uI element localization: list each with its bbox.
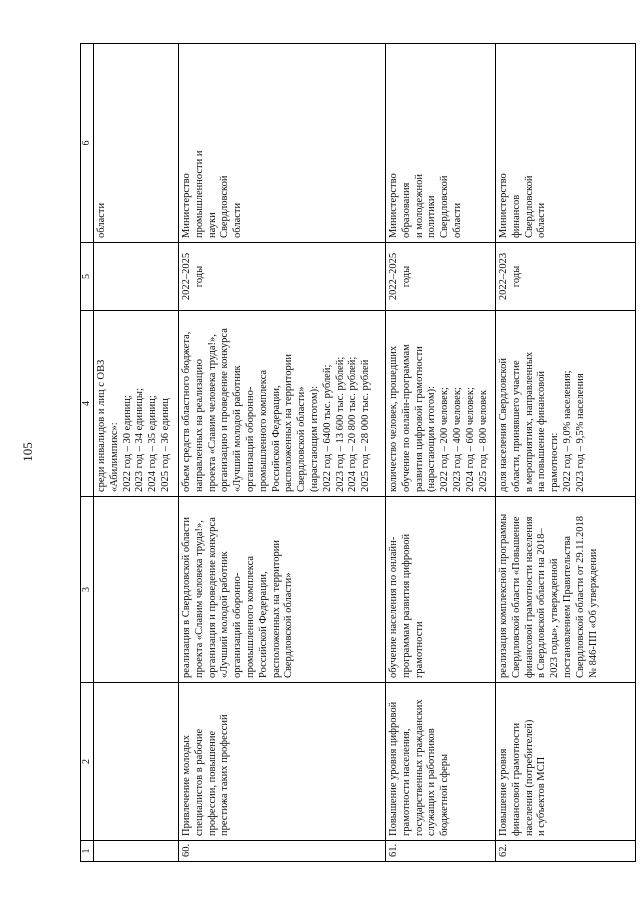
cell-line: 2022 год – 30 единиц; [121,395,133,492]
cell-line: Повышение уровня [498,748,509,836]
cell-line: 62. [498,843,509,857]
cell-line: финансов [510,194,522,238]
cell-line: образования [400,182,412,238]
executor-cell [386,44,496,243]
cell-line: грамотности [413,621,425,678]
cell-line: 2022 год – 6400 тыс. рублей; [321,364,333,492]
cell-line: 2022 год – 200 человек; [439,387,451,492]
cell-line: расположенных на территории [283,354,295,492]
cell-line: организаций оборонно- [244,386,256,492]
cell-line: Свердловской области «Повышение [510,516,522,678]
cell-line: Повышение уровня цифровой [388,701,399,836]
table-container [80,44,634,862]
cell-line: развития цифровой грамотности [413,346,425,492]
cell-line: обучение по онлайн-программам [400,344,412,492]
cell-line: на повышение финансовой [536,370,548,492]
cell-line: и субъектов МСП [536,756,548,836]
task-cell [94,683,179,841]
cell-line: годы [400,265,412,288]
cell-line: количество человек, прошедших [388,345,399,492]
header-row [81,44,94,862]
cell-line: 2025 год – 28 000 тыс. рублей [360,359,372,492]
cell-line: финансовой грамотности населения [523,516,535,678]
header-cell-2: 2 [81,683,94,841]
cell-line: обучение населения по онлайн- [388,536,399,678]
cell-line: (нарастающим итогом): [426,385,438,492]
cell-line: проекта «Славим человека труда!», [206,334,218,492]
cell-line: годы [510,265,522,288]
cell-line: 2023 год – 13 600 тыс. рублей; [334,356,346,492]
cell-line: 2022 год – 9,0% населения; [561,370,573,492]
cell-line: проекта «Славим человека труда!», [193,520,205,678]
cell-line: «Лучший молодой работник [232,365,244,492]
cell-line: реализация комплексной программы [498,513,509,678]
cell-line: «Абилимпикс»: [108,422,120,492]
cell-line: финансовой грамотности [510,722,522,836]
header-cell-5: 5 [81,243,94,311]
cell-line: 2025 год – 36 единиц [159,398,171,492]
cell-line: бюджетной сферы [439,753,451,836]
indicator-cell [386,311,496,497]
cell-line: Свердловской области» [296,386,308,492]
cell-line: доля населения Свердловской [498,358,509,492]
table-row [386,44,496,862]
cell-line: 2024 год – 20 800 тыс. рублей; [347,356,359,492]
cell-line: (нарастающим итогом): [308,385,320,492]
cell-line: 2023 год – 9,5% населения [574,373,586,492]
table-row [496,44,636,862]
cell-line: программам развития цифровой [400,533,412,678]
task-cell [386,683,496,841]
executor-cell [496,44,636,243]
cell-line: специалистов в рабочие [193,728,205,836]
table-row [94,44,179,862]
cell-line: организацию и проведение конкурса [219,328,231,492]
cell-line: реализация в Свердловской области [181,517,192,678]
cell-line: 2023 год – 400 человек; [451,387,463,492]
cell-line: среди инвалидов и лиц с ОВЗ [96,359,107,492]
cell-line: грамотности населения, [400,728,412,836]
cell-line: Свердловской [219,175,231,238]
cell-line: 2025 год – 800 человек [477,390,489,492]
cell-line: 60. [181,843,192,857]
cell-line: «Лучший молодой работник [219,551,231,678]
cell-line: промышленного комплекса [257,369,269,492]
measure-cell [94,497,179,683]
header-cell-3: 3 [81,497,94,683]
task-cell [179,683,386,841]
row-number-cell [386,841,496,862]
cell-line: области, принявшего участие [510,360,522,492]
row-number-cell [179,841,386,862]
cell-line: Свердловской области» [283,572,295,678]
cell-line: грамотности: [549,432,561,492]
cell-line: области [96,202,107,238]
cell-line: направленных на реализацию [193,358,205,492]
cell-line: Свердловской [439,175,451,238]
years-cell [179,243,386,311]
cell-line: профессии, повышение [206,730,218,836]
cell-line: Министерство [181,173,192,238]
page-number: 105 [20,442,35,462]
cell-line: государственных гражданских [413,699,425,836]
cell-line: престижа таких профессий [219,714,231,836]
cell-line: Свердловской [523,175,535,238]
cell-line: объем средств областного бюджета, [181,331,192,492]
measures-table [80,43,636,862]
executor-cell [179,44,386,243]
cell-line: 2024 год – 600 человек; [464,387,476,492]
row-number-cell [94,841,179,862]
cell-line: Российской Федерации, [257,571,269,678]
cell-line: Привлечение молодых [181,735,192,836]
cell-line: промышленности и [193,150,205,238]
cell-line: 2022–2023 [498,252,509,301]
cell-line: и молодежной [413,174,425,238]
cell-line: в Свердловской области на 2018– [536,528,548,678]
indicator-cell [94,311,179,497]
cell-line: Российской Федерации, [270,385,282,492]
cell-line: 2022–2025 [388,252,399,301]
cell-line: политики [426,195,438,238]
cell-line: Свердловской области от 29.11.2018 [574,515,586,678]
cell-line: годы [193,265,205,288]
years-cell [386,243,496,311]
row-number-cell [496,841,636,862]
indicator-cell [179,311,386,497]
cell-line: Министерство [388,173,399,238]
years-cell [94,243,179,311]
cell-line: расположенных на территории [270,540,282,678]
cell-line: 2022–2025 [181,252,192,301]
cell-line: 2023 годы», утвержденной [549,558,561,678]
cell-line: № 846-ПП «Об утверждении [587,548,599,678]
cell-line: области [536,202,548,238]
cell-line: промышленного комплекса [244,555,256,678]
cell-line: населения (потребителей) [523,719,535,836]
measure-cell [386,497,496,683]
cell-line: 2023 год – 34 единицы; [134,388,146,492]
years-cell [496,243,636,311]
header-cell-4: 4 [81,311,94,497]
header-cell-6: 6 [81,44,94,243]
cell-line: организаций оборонно- [232,572,244,678]
cell-line: 61. [388,843,399,857]
task-cell [496,683,636,841]
cell-line: в мероприятиях, направленных [523,351,535,492]
table-row [179,44,386,862]
indicator-cell [496,311,636,497]
measure-cell [179,497,386,683]
cell-line: Министерство [498,173,509,238]
cell-line: науки [206,212,218,238]
measure-cell [496,497,636,683]
cell-line: области [232,202,244,238]
header-cell-1: 1 [81,841,94,862]
cell-line: служащих и работников [426,728,438,836]
cell-line: 2024 год – 35 единиц; [147,395,159,492]
executor-cell [94,44,179,243]
cell-line: области [451,202,463,238]
cell-line: организация и проведение конкурса [206,517,218,678]
cell-line: постановлением Правительства [561,535,573,678]
